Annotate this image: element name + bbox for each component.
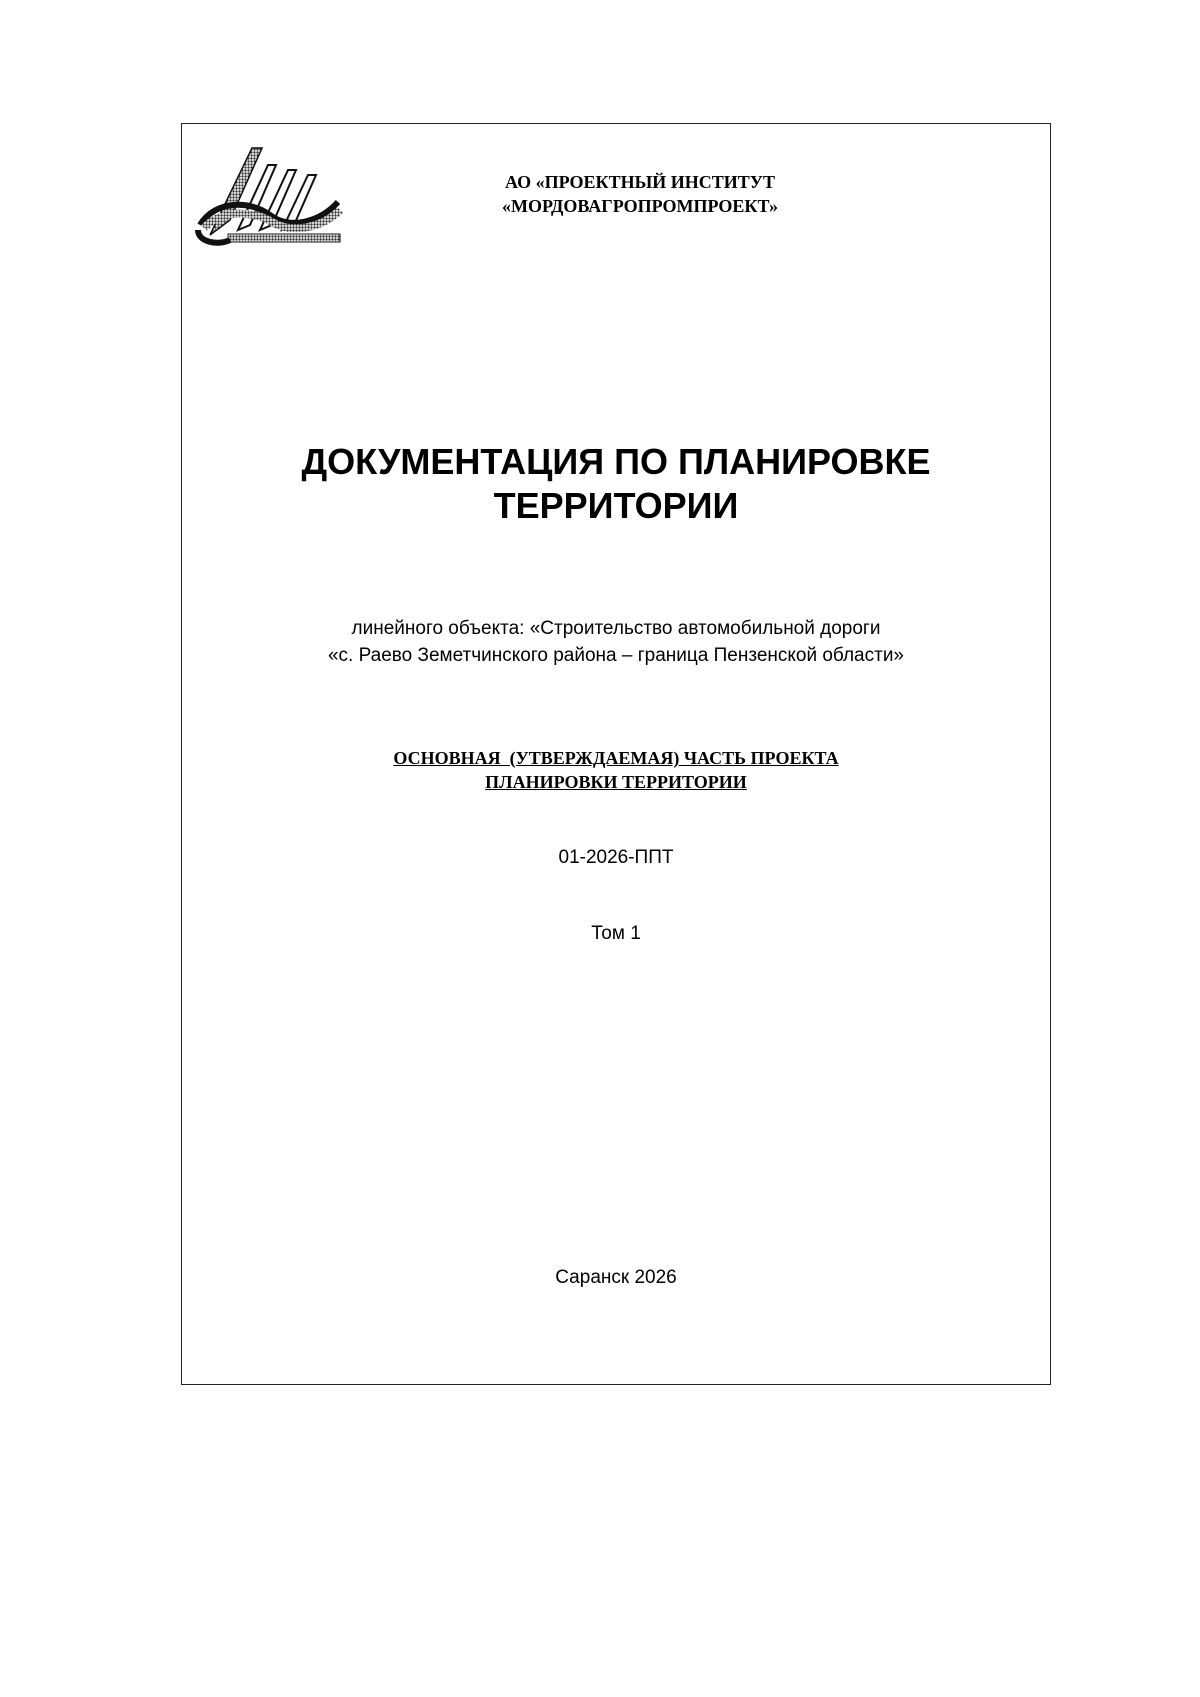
volume-number: Том 1 — [591, 923, 641, 944]
place-and-year: Саранск 2026 — [555, 1267, 677, 1288]
organization-name — [440, 170, 840, 218]
company-logo-icon — [190, 130, 350, 250]
object-description-line-2: «с. Раево Земетчинского района – граница Пензенской области» — [327, 645, 904, 666]
object-description-line-1: линейного объекта: «Строительство автомобильной дороги — [351, 618, 881, 639]
object-description — [181, 615, 1051, 669]
document-title-line-1: ДОКУМЕНТАЦИЯ ПО ПЛАНИРОВКЕ — [301, 441, 931, 482]
organization-line-2: «МОРДОВАГРОПРОМПРОЕКТ» — [501, 196, 779, 216]
organization-line-1: АО «ПРОЕКТНЫЙ ИНСТИТУТ — [505, 172, 775, 192]
project-part-line-2: ПЛАНИРОВКИ ТЕРРИТОРИИ — [485, 772, 747, 792]
project-part-heading — [181, 746, 1051, 794]
document-title-line-2: ТЕРРИТОРИИ — [493, 485, 739, 526]
document-code: 01-2026-ППТ — [558, 847, 674, 868]
project-part-line-1: ОСНОВНАЯ (УТВЕРЖДАЕМАЯ) ЧАСТЬ ПРОЕКТА — [393, 748, 839, 768]
document-title — [181, 440, 1051, 528]
